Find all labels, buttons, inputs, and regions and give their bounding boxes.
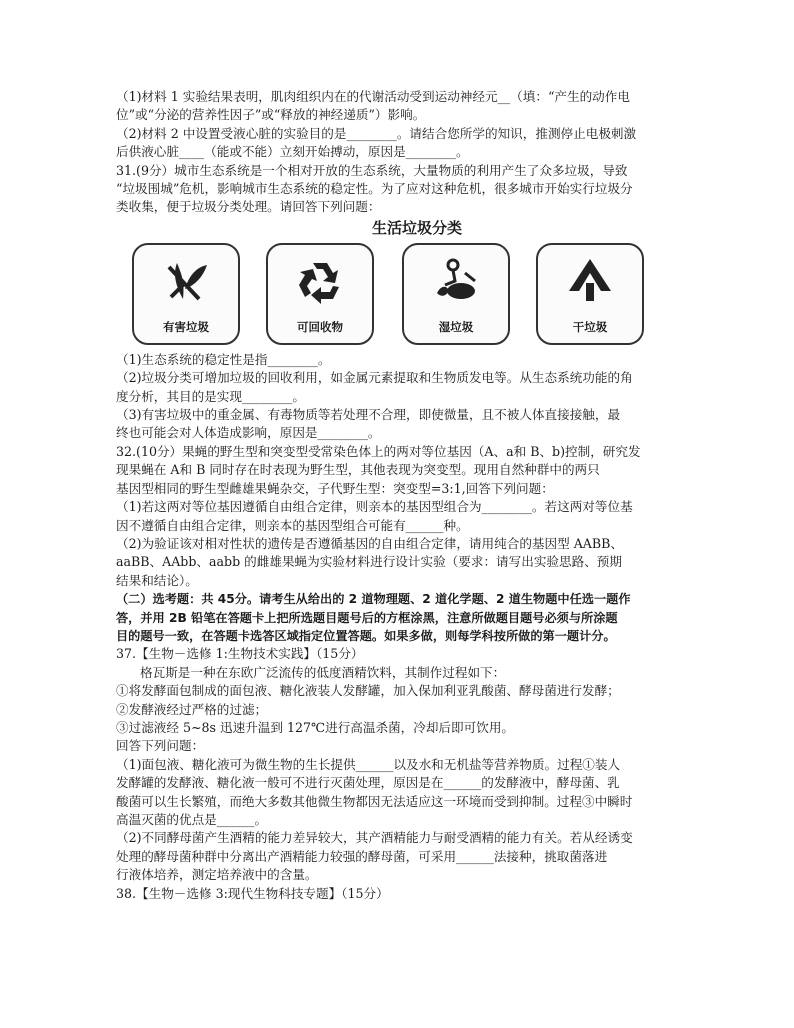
text-line: 目的题号一致，在答题卡选答区域指定位置答题。如果多做，则每学科按所做的第一题计分。: [116, 628, 616, 643]
bin-label: 有害垃圾: [163, 319, 209, 334]
bin-label: 湿垃圾: [438, 319, 474, 334]
text-line: aaBB、AAbb、aabb 的雌雄果蝇为实验材料进行设计实验（要求：请写出实验思路、预期: [116, 554, 622, 570]
text-line: 因不遵循自由组合定律，则亲本的基因型组合可能有______种。: [116, 517, 469, 533]
text-line: 终也可能会对人体造成影响，原因是________。: [116, 425, 381, 441]
text-line: 发酵罐的发酵液、糖化液一般可不进行灭菌处理，原因是在______的发酵液中，酵母菌、乳: [116, 775, 620, 791]
hazardous-waste-icon: [161, 255, 211, 305]
bin-recyclable: [266, 243, 374, 345]
bin-label: 可回收物: [297, 319, 343, 334]
text-line: 答，并用 2B 铅笔在答题卡上把所选题目题号后的方框涂黑，注意所做题目题号必须与所涂题: [116, 610, 618, 625]
text-line: “垃圾围城”危机，影响城市生态系统的稳定性。为了应对这种危机，很多城市开始实行垃圾分: [116, 181, 633, 197]
bin-dry: [536, 243, 644, 345]
text-line: 处理的酵母菌种群中分离出产酒精能力较强的酵母菌，可采用______法接种，挑取菌落进: [116, 848, 608, 864]
figure-title: 生活垃圾分类: [371, 218, 462, 237]
text-line: （1)面包液、糖化液可为微生物的生长提供______以及水和无机盐等营养物质。过程①装人: [116, 756, 621, 772]
text-line: （2)材料 2 中设置受液心脏的实验目的是________。请结合您所学的知识，推测停止电极刺激: [116, 125, 637, 141]
text-line: 38.【生物－选修 3:现代生物科技专题】（15分）: [116, 885, 389, 901]
text-line: （二）选考题：共 45分。请考生从给出的 2 道物理题、2 道化学题、2 道生物题中任选一题作: [116, 592, 631, 607]
text-line: 基因型相同的野生型雌雄果蝇杂交，子代野生型：突变型=3:1,回答下列问题：: [116, 480, 554, 496]
recycle-icon: [295, 255, 345, 305]
text-line: 格瓦斯是一种在东欧广泛流传的低度酒精饮料，其制作过程如下：: [140, 664, 506, 680]
text-line: （2)垃圾分类可增加垃圾的回收利用，如金属元素提取和生物质发电等。从生态系统功能的角: [116, 370, 633, 386]
text-line: ①将发酵面包制成的面包液、糖化液装人发酵罐，加入保加利亚乳酸菌、酵母菌进行发酵；: [116, 683, 620, 699]
text-line: 行液体培养，测定培养液中的含量。: [116, 867, 318, 883]
bin-wet: [402, 243, 510, 345]
text-line: 现果蝇在 A和 B 同时存在时表现为野生型，其他表现为突变型。现用自然种群中的两只: [116, 462, 600, 478]
text-line: ③过滤液经 5~8s 迅速升温到 127℃进行高温杀菌，冷却后即可饮用。: [116, 719, 515, 735]
text-line: 结果和结论）。: [116, 572, 198, 588]
text-line: 位”或“分泌的营养性因子”或“释放的神经递质”）影响。: [116, 107, 426, 123]
text-line: 37.【生物－选修 1:生物技术实践】（15分）: [116, 646, 364, 662]
text-line: （2)为验证该对相对性状的遗传是否遵循基因的自由组合定律，请用纯合的基因型 AABB、: [116, 535, 624, 551]
text-line: 后供液心脏____（能或不能）立刻开始搏动，原因是________。: [116, 144, 469, 160]
text-line: 类收集，便于垃圾分类处理。请回答下列问题：: [116, 199, 381, 215]
text-line: 32.(10分）果蝇的野生型和突变型受常染色体上的两对等位基因（A、a和 B、b)控制，研究发: [116, 443, 641, 459]
text-line: （1)生态系统的稳定性是指________。: [116, 351, 331, 367]
dry-waste-icon: [565, 255, 615, 305]
text-line: 度分析，其目的是实现________。: [116, 388, 305, 404]
text-line: 酸菌可以生长繁殖，而绝大多数其他微生物都因无法适应这一环境而受到抑制。过程③中瞬时: [116, 793, 633, 809]
text-line: ②发酵液经过严格的过滤；: [116, 701, 268, 717]
questions-31-to-38: [116, 351, 678, 903]
text-line: 31.(9分）城市生态系统是一个相对开放的生态系统，大量物质的利用产生了众多垃圾，导致: [116, 162, 628, 178]
bin-label: 干垃圾: [572, 319, 608, 334]
text-line: 高温灭菌的优点是______。: [116, 812, 268, 827]
exam-page: [116, 88, 678, 903]
question-30-continued: [116, 88, 678, 217]
text-line: （3)有害垃圾中的重金属、有毒物质等若处理不合理，即使微量，且不被人体直接接触，最: [116, 407, 621, 423]
text-line: （1)若这两对等位基因遵循自由组合定律，则亲本的基因型组合为________。若这两对等位基: [116, 499, 633, 515]
text-line: （1)材料 1 实验结果表明，肌肉组织内在的代谢活动受到运动神经元__（填：“产生的动作电: [116, 89, 630, 104]
bin-hazardous: [132, 243, 240, 345]
text-line: 回答下列问题：: [116, 738, 205, 754]
text-line: （2)不同酵母菌产生酒精的能力差异较大，其产酒精能力与耐受酒精的能力有关。若从经诱变: [116, 830, 633, 846]
waste-sorting-figure: [116, 239, 678, 351]
food-waste-icon: [431, 255, 481, 305]
